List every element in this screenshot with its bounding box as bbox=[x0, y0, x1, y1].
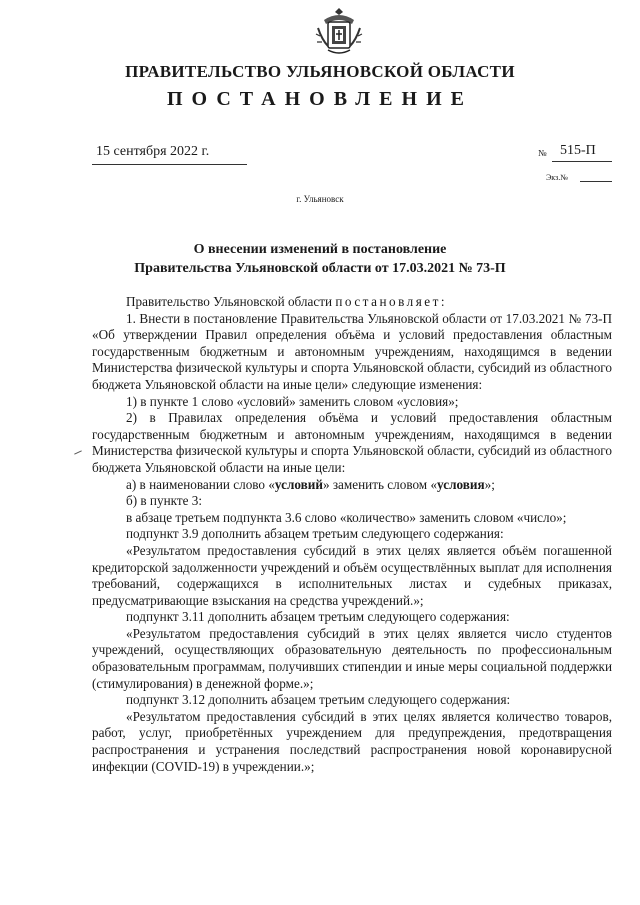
paragraph-1: 1. Внести в постановление Правительства Ульяновской области от 17.03.2021 № 73-П «Об утверждении Правил определения объёма и условий предоставления областным государственным бюджетным и автономным учреждениям, находящимся в ведении Министерства физической культуры и спорта Ульяновской области, субсидий из областного бюджета Ульяновской области на иные цели» следующие изменения: bbox=[92, 310, 612, 392]
document-body bbox=[92, 294, 612, 775]
p4-bold-a: условий bbox=[274, 476, 323, 492]
copy-number-underline bbox=[580, 181, 612, 182]
intro-paragraph bbox=[92, 294, 612, 311]
paragraph-2: 1) в пункте 1 слово «условий» заменить словом «условия»; bbox=[126, 393, 459, 409]
paragraph-11: подпункт 3.12 дополнить абзацем третьим следующего содержания: bbox=[126, 692, 511, 708]
paragraph-8: «Результатом предоставления субсидий в этих целях является объём погашенной кредиторской задолженности учреждений и объём осуществлённых выплат для исполнения требований, содержащихся в исполнительных листах и судебных приказах, предусматривающие взыскания на средства учреждений.»; bbox=[92, 542, 612, 608]
government-name: ПРАВИТЕЛЬСТВО УЛЬЯНОВСКОЙ ОБЛАСТИ bbox=[125, 62, 515, 81]
date-underline bbox=[92, 164, 247, 165]
paragraph-5: б) в пункте 3: bbox=[126, 493, 203, 509]
p4-part-c: » заменить словом « bbox=[322, 476, 438, 492]
document-number: 515-П bbox=[560, 143, 596, 158]
p4-part-a: а) в наименовании слово « bbox=[126, 476, 275, 492]
document-subject bbox=[60, 240, 580, 278]
coat-of-arms-icon bbox=[314, 6, 364, 58]
p4-bold-d: условия bbox=[437, 476, 485, 492]
intro-verb: постановляет: bbox=[335, 294, 448, 309]
number-label: № bbox=[538, 148, 547, 158]
subject-line-1: О внесении изменений в постановление bbox=[193, 242, 447, 257]
paragraph-12: «Результатом предоставления субсидий в этих целях является количество товаров, работ, услуг, приобретённых учреждением для предупреждения, предотвращения распространения и устранения последствий распространения новой коронавирусной инфекции (COVID-19) в учреждении.»; bbox=[92, 708, 612, 774]
paragraph-10: «Результатом предоставления субсидий в этих целях является число студентов учреждений, осуществляющих образовательную деятельность по профессиональным образовательным программам, получивших стипендии и иные меры социальной поддержки (стимулирования) в денежной форме.»; bbox=[92, 625, 612, 691]
p4-part-e: »; bbox=[484, 476, 495, 492]
subject-line-2: Правительства Ульяновской области от 17.03.2021 № 73-П bbox=[134, 261, 506, 276]
copy-number-label: Экз.№ bbox=[546, 173, 568, 182]
intro-text: Правительство Ульяновской области bbox=[126, 294, 333, 309]
number-underline bbox=[552, 161, 612, 162]
paragraph-4 bbox=[92, 477, 612, 494]
paragraph-3: 2) в Правилах определения объёма и условий предоставления областным государственным бюджетным и автономным учреждениям, находящимся в ведении Министерства физической культуры и спорта Ульяновской области, субсидий из областного бюджета Ульяновской области на иные цели: bbox=[92, 410, 612, 475]
document-date: 15 сентября 2022 г. bbox=[96, 144, 210, 159]
paragraph-9: подпункт 3.11 дополнить абзацем третьим следующего содержания: bbox=[126, 609, 510, 625]
margin-mark bbox=[74, 450, 82, 454]
document-type: ПОСТАНОВЛЕНИЕ bbox=[167, 88, 473, 110]
paragraph-6: в абзаце третьем подпункта 3.6 слово «количество» заменить словом «число»; bbox=[126, 509, 567, 525]
paragraph-7: подпункт 3.9 дополнить абзацем третьим следующего содержания: bbox=[126, 526, 504, 542]
city: г. Ульяновск bbox=[296, 194, 344, 204]
